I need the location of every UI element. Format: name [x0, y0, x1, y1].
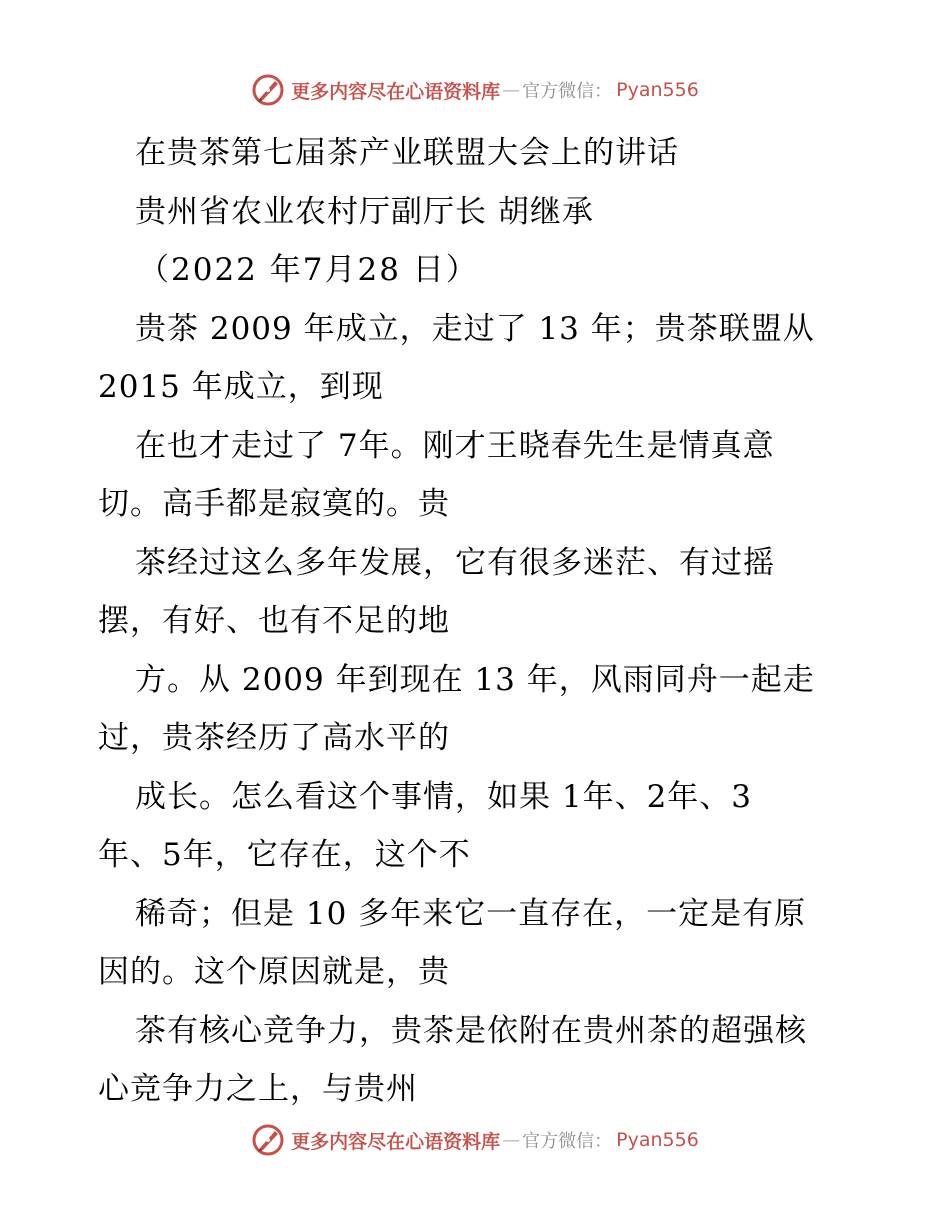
document-title: 在贵茶第七届茶产业联盟大会上的讲话 — [135, 135, 679, 171]
body-line: 因的。这个原因就是，贵 — [98, 954, 450, 990]
body-line: 过，贵茶经历了高水平的 — [98, 720, 450, 756]
quill-pen-logo-icon — [251, 73, 285, 107]
quill-pen-logo-icon — [251, 1123, 285, 1157]
body-line: 在也才走过了 7年。刚才王晓春先生是情真意 — [135, 427, 775, 464]
body-line: 茶有核心竞争力，贵茶是依附在贵州茶的超强核 — [135, 1012, 807, 1049]
watermark-banner-bottom — [0, 1120, 950, 1160]
watermark-wechat-label: 官方微信： — [522, 81, 613, 102]
watermark-wechat-id: Pyan556 — [616, 1129, 699, 1151]
body-line: 摆，有好、也有不足的地 — [98, 603, 450, 639]
body-line: 贵茶 2009 年成立，走过了 13 年；贵茶联盟从 — [135, 310, 815, 347]
watermark-brand-text: 更多内容尽在心语资料库 — [291, 80, 501, 103]
document-body — [98, 124, 898, 1119]
body-line: 成长。怎么看这个事情，如果 1年、2年、3 — [135, 778, 753, 815]
body-line: 年、5年，它存在，这个不 — [98, 837, 471, 873]
watermark-wechat-id: Pyan556 — [616, 79, 699, 101]
body-line: 心竞争力之上，与贵州 — [98, 1071, 418, 1107]
watermark-wechat-label: 官方微信： — [522, 1131, 613, 1152]
body-line: 切。高手都是寂寞的。贵 — [98, 486, 450, 522]
body-line: 茶经过这么多年发展，它有很多迷茫、有过摇 — [135, 544, 775, 581]
date-line: （2022 年7月28 日） — [138, 252, 479, 288]
body-line: 方。从 2009 年到现在 13 年，风雨同舟一起走 — [135, 661, 815, 698]
speaker-line: 贵州省农业农村厅副厅长 胡继承 — [135, 193, 594, 230]
watermark-separator: — — [502, 1129, 521, 1151]
watermark-banner-top — [0, 70, 950, 110]
body-line: 稀奇；但是 10 多年来它一直存在，一定是有原 — [135, 895, 807, 932]
watermark-separator: — — [502, 79, 521, 101]
body-line: 2015 年成立，到现 — [98, 369, 384, 405]
watermark-brand-text: 更多内容尽在心语资料库 — [291, 1130, 501, 1153]
